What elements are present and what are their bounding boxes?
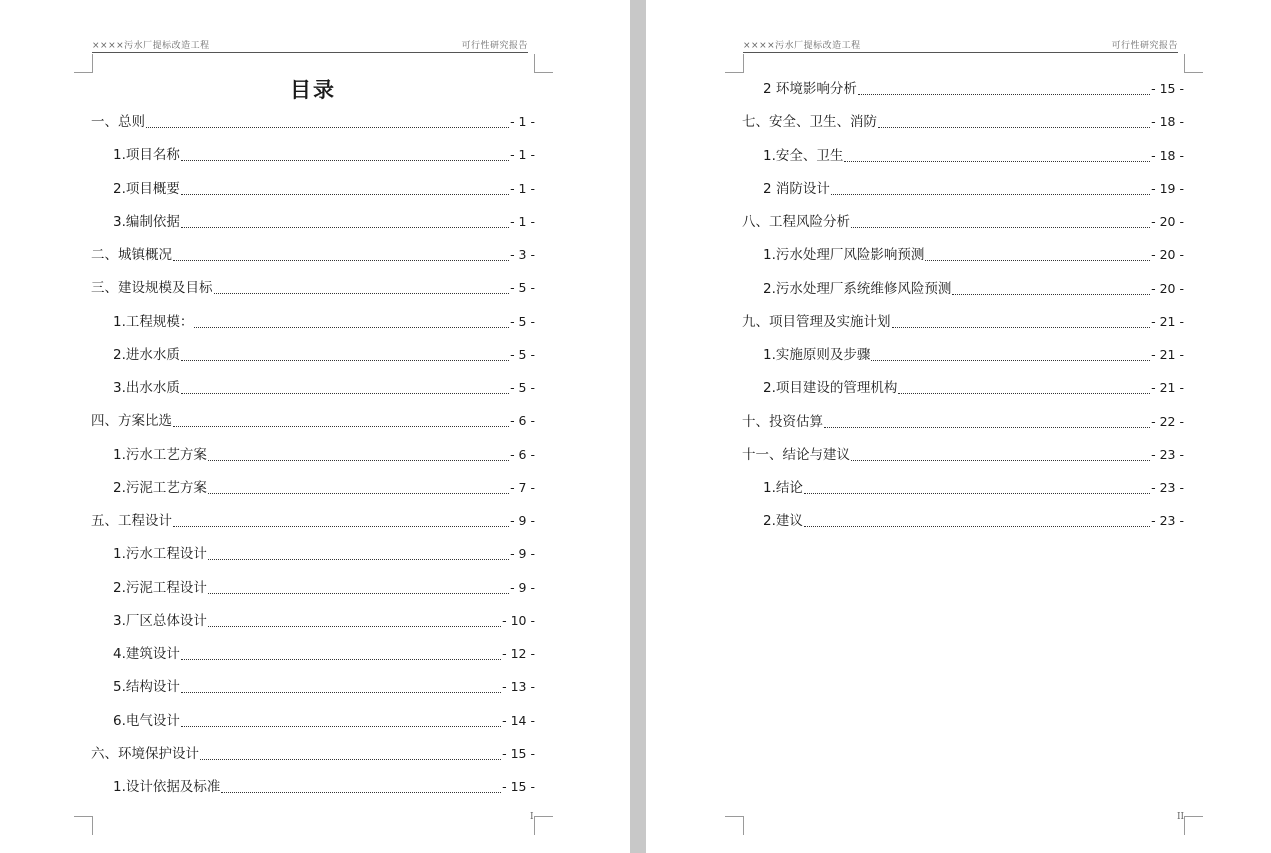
toc-entry[interactable] bbox=[113, 676, 535, 696]
toc-entry[interactable] bbox=[113, 377, 535, 397]
toc-entry-page: - 23 - bbox=[1151, 446, 1184, 462]
toc-entry-title: 2.进水水质 bbox=[113, 346, 180, 363]
toc-dot-leader bbox=[831, 194, 1150, 195]
toc-entry-page: - 7 - bbox=[510, 479, 535, 495]
toc-entry-title: 2 消防设计 bbox=[763, 180, 830, 197]
toc-entry[interactable] bbox=[113, 577, 535, 597]
toc-entry-title: 九、项目管理及实施计划 bbox=[742, 313, 891, 330]
toc-entry[interactable] bbox=[742, 444, 1184, 464]
toc-dot-leader bbox=[173, 526, 509, 527]
toc-entry[interactable] bbox=[113, 178, 535, 198]
page-gap bbox=[630, 0, 646, 853]
toc-entry-title: 2.建议 bbox=[763, 513, 803, 530]
toc-entry[interactable] bbox=[763, 477, 1184, 497]
toc-entry[interactable] bbox=[742, 311, 1184, 331]
toc-entry-page: - 1 - bbox=[510, 213, 535, 229]
toc-entry[interactable] bbox=[763, 145, 1184, 165]
toc-dot-leader bbox=[208, 493, 509, 494]
toc-entry-page: - 1 - bbox=[510, 180, 535, 196]
toc-entry-page: - 5 - bbox=[510, 280, 535, 296]
crop-mark-bottom-left bbox=[725, 816, 744, 835]
toc-entry-title: 一、总则 bbox=[91, 114, 145, 130]
toc-entry-page: - 10 - bbox=[502, 612, 535, 628]
toc-entry-title: 3.编制依据 bbox=[113, 213, 180, 230]
toc-entry-title: 6.电气设计 bbox=[113, 712, 180, 729]
toc-entry-page: - 21 - bbox=[1151, 347, 1184, 362]
toc-entry[interactable] bbox=[113, 144, 535, 164]
toc-entry-title: 八、工程风险分析 bbox=[742, 214, 850, 230]
toc-entry-title: 4.建筑设计 bbox=[113, 646, 180, 662]
header-project-name: ××××污水厂提标改造工程 bbox=[743, 41, 861, 51]
toc-dot-leader bbox=[804, 526, 1150, 527]
toc-entry-title: 1.实施原则及步骤 bbox=[763, 347, 871, 363]
toc-entry-page: - 20 - bbox=[1151, 247, 1184, 263]
toc-dot-leader bbox=[200, 759, 501, 760]
toc-dot-leader bbox=[824, 427, 1150, 428]
toc-dot-leader bbox=[892, 327, 1151, 328]
toc-entry[interactable] bbox=[113, 643, 535, 663]
toc-entry-title: 三、建设规模及目标 bbox=[91, 280, 213, 297]
toc-entry[interactable] bbox=[113, 477, 535, 497]
toc-dot-leader bbox=[925, 260, 1150, 261]
toc-entry[interactable] bbox=[763, 78, 1184, 98]
toc-dot-leader bbox=[844, 161, 1150, 162]
toc-entry[interactable] bbox=[91, 277, 535, 297]
crop-mark-bottom-right bbox=[534, 816, 553, 835]
toc-entry[interactable] bbox=[91, 510, 535, 530]
toc-entry-page: - 5 - bbox=[510, 346, 535, 362]
toc-entry-title: 3.出水水质 bbox=[113, 380, 180, 396]
toc-entry[interactable] bbox=[113, 344, 535, 364]
toc-entry-page: - 5 - bbox=[510, 380, 535, 395]
toc-entry-page: - 20 - bbox=[1151, 214, 1184, 229]
toc-entry[interactable] bbox=[113, 710, 535, 730]
page-number: I bbox=[530, 812, 534, 822]
header-project-name: ××××污水厂提标改造工程 bbox=[92, 41, 210, 51]
toc-entry-page: - 18 - bbox=[1151, 114, 1184, 130]
toc-entry-title: 十、投资估算 bbox=[742, 413, 823, 430]
toc-dot-leader bbox=[173, 260, 509, 261]
toc-entry-title: 1.项目名称 bbox=[113, 147, 180, 164]
toc-entry-title: 1.结论 bbox=[763, 480, 803, 496]
toc-entry-page: - 6 - bbox=[510, 413, 535, 429]
toc-dot-leader bbox=[221, 792, 501, 793]
toc-entry-title: 1.工程规模： bbox=[113, 313, 194, 330]
toc-entry-page: - 15 - bbox=[1151, 81, 1184, 96]
toc-entry-page: - 20 - bbox=[1151, 280, 1184, 296]
toc-entry[interactable] bbox=[763, 377, 1184, 397]
toc-entry[interactable] bbox=[113, 444, 535, 464]
toc-dot-leader bbox=[194, 327, 509, 328]
toc-entry-page: - 9 - bbox=[510, 579, 535, 595]
toc-entry-page: - 1 - bbox=[510, 147, 535, 163]
toc-entry-title: 2 环境影响分析 bbox=[763, 81, 857, 97]
toc-dot-leader bbox=[146, 127, 509, 128]
toc-dot-leader bbox=[208, 460, 509, 461]
toc-dot-leader bbox=[208, 593, 509, 594]
toc-entry-title: 5.结构设计 bbox=[113, 679, 180, 696]
toc-entry-title: 1.污水处理厂风险影响预测 bbox=[763, 247, 925, 264]
toc-entry[interactable] bbox=[113, 543, 535, 563]
toc-entry-page: - 9 - bbox=[510, 546, 535, 562]
toc-entry-page: - 19 - bbox=[1151, 180, 1184, 196]
toc-dot-leader bbox=[208, 559, 509, 560]
toc-title: 目录 bbox=[290, 77, 336, 102]
toc-entry[interactable] bbox=[763, 178, 1184, 198]
toc-entry-title: 3.厂区总体设计 bbox=[113, 612, 207, 629]
toc-entry-page: - 23 - bbox=[1151, 480, 1184, 495]
toc-entry-title: 六、环境保护设计 bbox=[91, 745, 199, 762]
toc-dot-leader bbox=[952, 294, 1150, 295]
toc-dot-leader bbox=[804, 493, 1150, 494]
page-header bbox=[92, 40, 528, 53]
toc-entry[interactable] bbox=[742, 111, 1184, 131]
document-page-1 bbox=[0, 0, 630, 853]
toc-entry-page: - 21 - bbox=[1151, 313, 1184, 329]
toc-entry-title: 2.污水处理厂系统维修风险预测 bbox=[763, 280, 952, 297]
toc-entry-page: - 14 - bbox=[502, 712, 535, 728]
toc-dot-leader bbox=[214, 293, 510, 294]
toc-dot-leader bbox=[858, 94, 1150, 95]
toc-dot-leader bbox=[181, 692, 501, 693]
page-number: II bbox=[1177, 812, 1185, 822]
toc-entry-title: 1.污水工艺方案 bbox=[113, 446, 207, 463]
toc-dot-leader bbox=[851, 460, 1150, 461]
toc-entry-title: 2.项目建设的管理机构 bbox=[763, 380, 898, 397]
toc-entry-page: - 3 - bbox=[510, 247, 535, 262]
toc-dot-leader bbox=[173, 426, 509, 427]
toc-entry-title: 二、城镇概况 bbox=[91, 247, 172, 263]
crop-mark-top-left bbox=[74, 54, 93, 73]
toc-entry[interactable] bbox=[763, 510, 1184, 530]
toc-entry-page: - 22 - bbox=[1151, 413, 1184, 429]
toc-entry-title: 七、安全、卫生、消防 bbox=[742, 114, 877, 131]
toc-entry-page: - 15 - bbox=[502, 745, 535, 761]
toc-entry[interactable] bbox=[91, 244, 535, 264]
toc-entry-title: 1.安全、卫生 bbox=[763, 147, 844, 164]
toc-entry-page: - 1 - bbox=[510, 114, 535, 129]
crop-mark-bottom-right bbox=[1184, 816, 1203, 835]
header-report-type: 可行性研究报告 bbox=[1111, 41, 1178, 51]
header-report-type: 可行性研究报告 bbox=[461, 41, 528, 51]
crop-mark-top-right bbox=[534, 54, 553, 73]
toc-dot-leader bbox=[898, 393, 1150, 394]
toc-entry[interactable] bbox=[113, 776, 535, 796]
toc-entry[interactable] bbox=[113, 610, 535, 630]
toc-dot-leader bbox=[181, 393, 509, 394]
page-header bbox=[743, 40, 1178, 53]
toc-entry-title: 五、工程设计 bbox=[91, 513, 172, 529]
toc-entry-page: - 12 - bbox=[502, 646, 535, 661]
toc-dot-leader bbox=[181, 659, 501, 660]
document-page-2 bbox=[646, 0, 1271, 853]
toc-entry[interactable] bbox=[742, 211, 1184, 231]
toc-entry-page: - 5 - bbox=[510, 313, 535, 329]
toc-entry-page: - 6 - bbox=[510, 446, 535, 462]
toc-entry-title: 2.污泥工艺方案 bbox=[113, 479, 207, 496]
toc-entry-title: 2.污泥工程设计 bbox=[113, 579, 207, 596]
crop-mark-top-left bbox=[725, 54, 744, 73]
toc-entry[interactable] bbox=[91, 410, 535, 430]
toc-dot-leader bbox=[181, 194, 509, 195]
toc-entry-page: - 18 - bbox=[1151, 147, 1184, 163]
toc-entry[interactable] bbox=[763, 244, 1184, 264]
toc-dot-leader bbox=[871, 360, 1150, 361]
crop-mark-top-right bbox=[1184, 54, 1203, 73]
toc-entry-title: 1.污水工程设计 bbox=[113, 546, 207, 563]
toc-entry[interactable] bbox=[742, 411, 1184, 431]
toc-dot-leader bbox=[181, 726, 501, 727]
toc-entry-title: 四、方案比选 bbox=[91, 413, 172, 430]
toc-dot-leader bbox=[181, 160, 509, 161]
toc-dot-leader bbox=[878, 127, 1150, 128]
toc-entry[interactable] bbox=[113, 211, 535, 231]
toc-entry-title: 十一、结论与建议 bbox=[742, 446, 850, 463]
toc-entry-page: - 9 - bbox=[510, 513, 535, 528]
toc-entry[interactable] bbox=[91, 743, 535, 763]
toc-entry-title: 2.项目概要 bbox=[113, 180, 180, 197]
toc-entry-page: - 23 - bbox=[1151, 513, 1184, 529]
toc-dot-leader bbox=[181, 227, 509, 228]
toc-dot-leader bbox=[851, 227, 1150, 228]
toc-entry[interactable] bbox=[763, 344, 1184, 364]
toc-entry[interactable] bbox=[763, 278, 1184, 298]
toc-dot-leader bbox=[181, 360, 509, 361]
toc-entry-title: 1.设计依据及标准 bbox=[113, 779, 221, 795]
crop-mark-bottom-left bbox=[74, 816, 93, 835]
toc-entry-page: - 21 - bbox=[1151, 380, 1184, 396]
toc-entry-page: - 15 - bbox=[502, 779, 535, 794]
toc-entry-page: - 13 - bbox=[502, 679, 535, 695]
toc-dot-leader bbox=[208, 626, 501, 627]
toc-entry[interactable] bbox=[91, 111, 535, 131]
toc-entry[interactable] bbox=[113, 311, 535, 331]
